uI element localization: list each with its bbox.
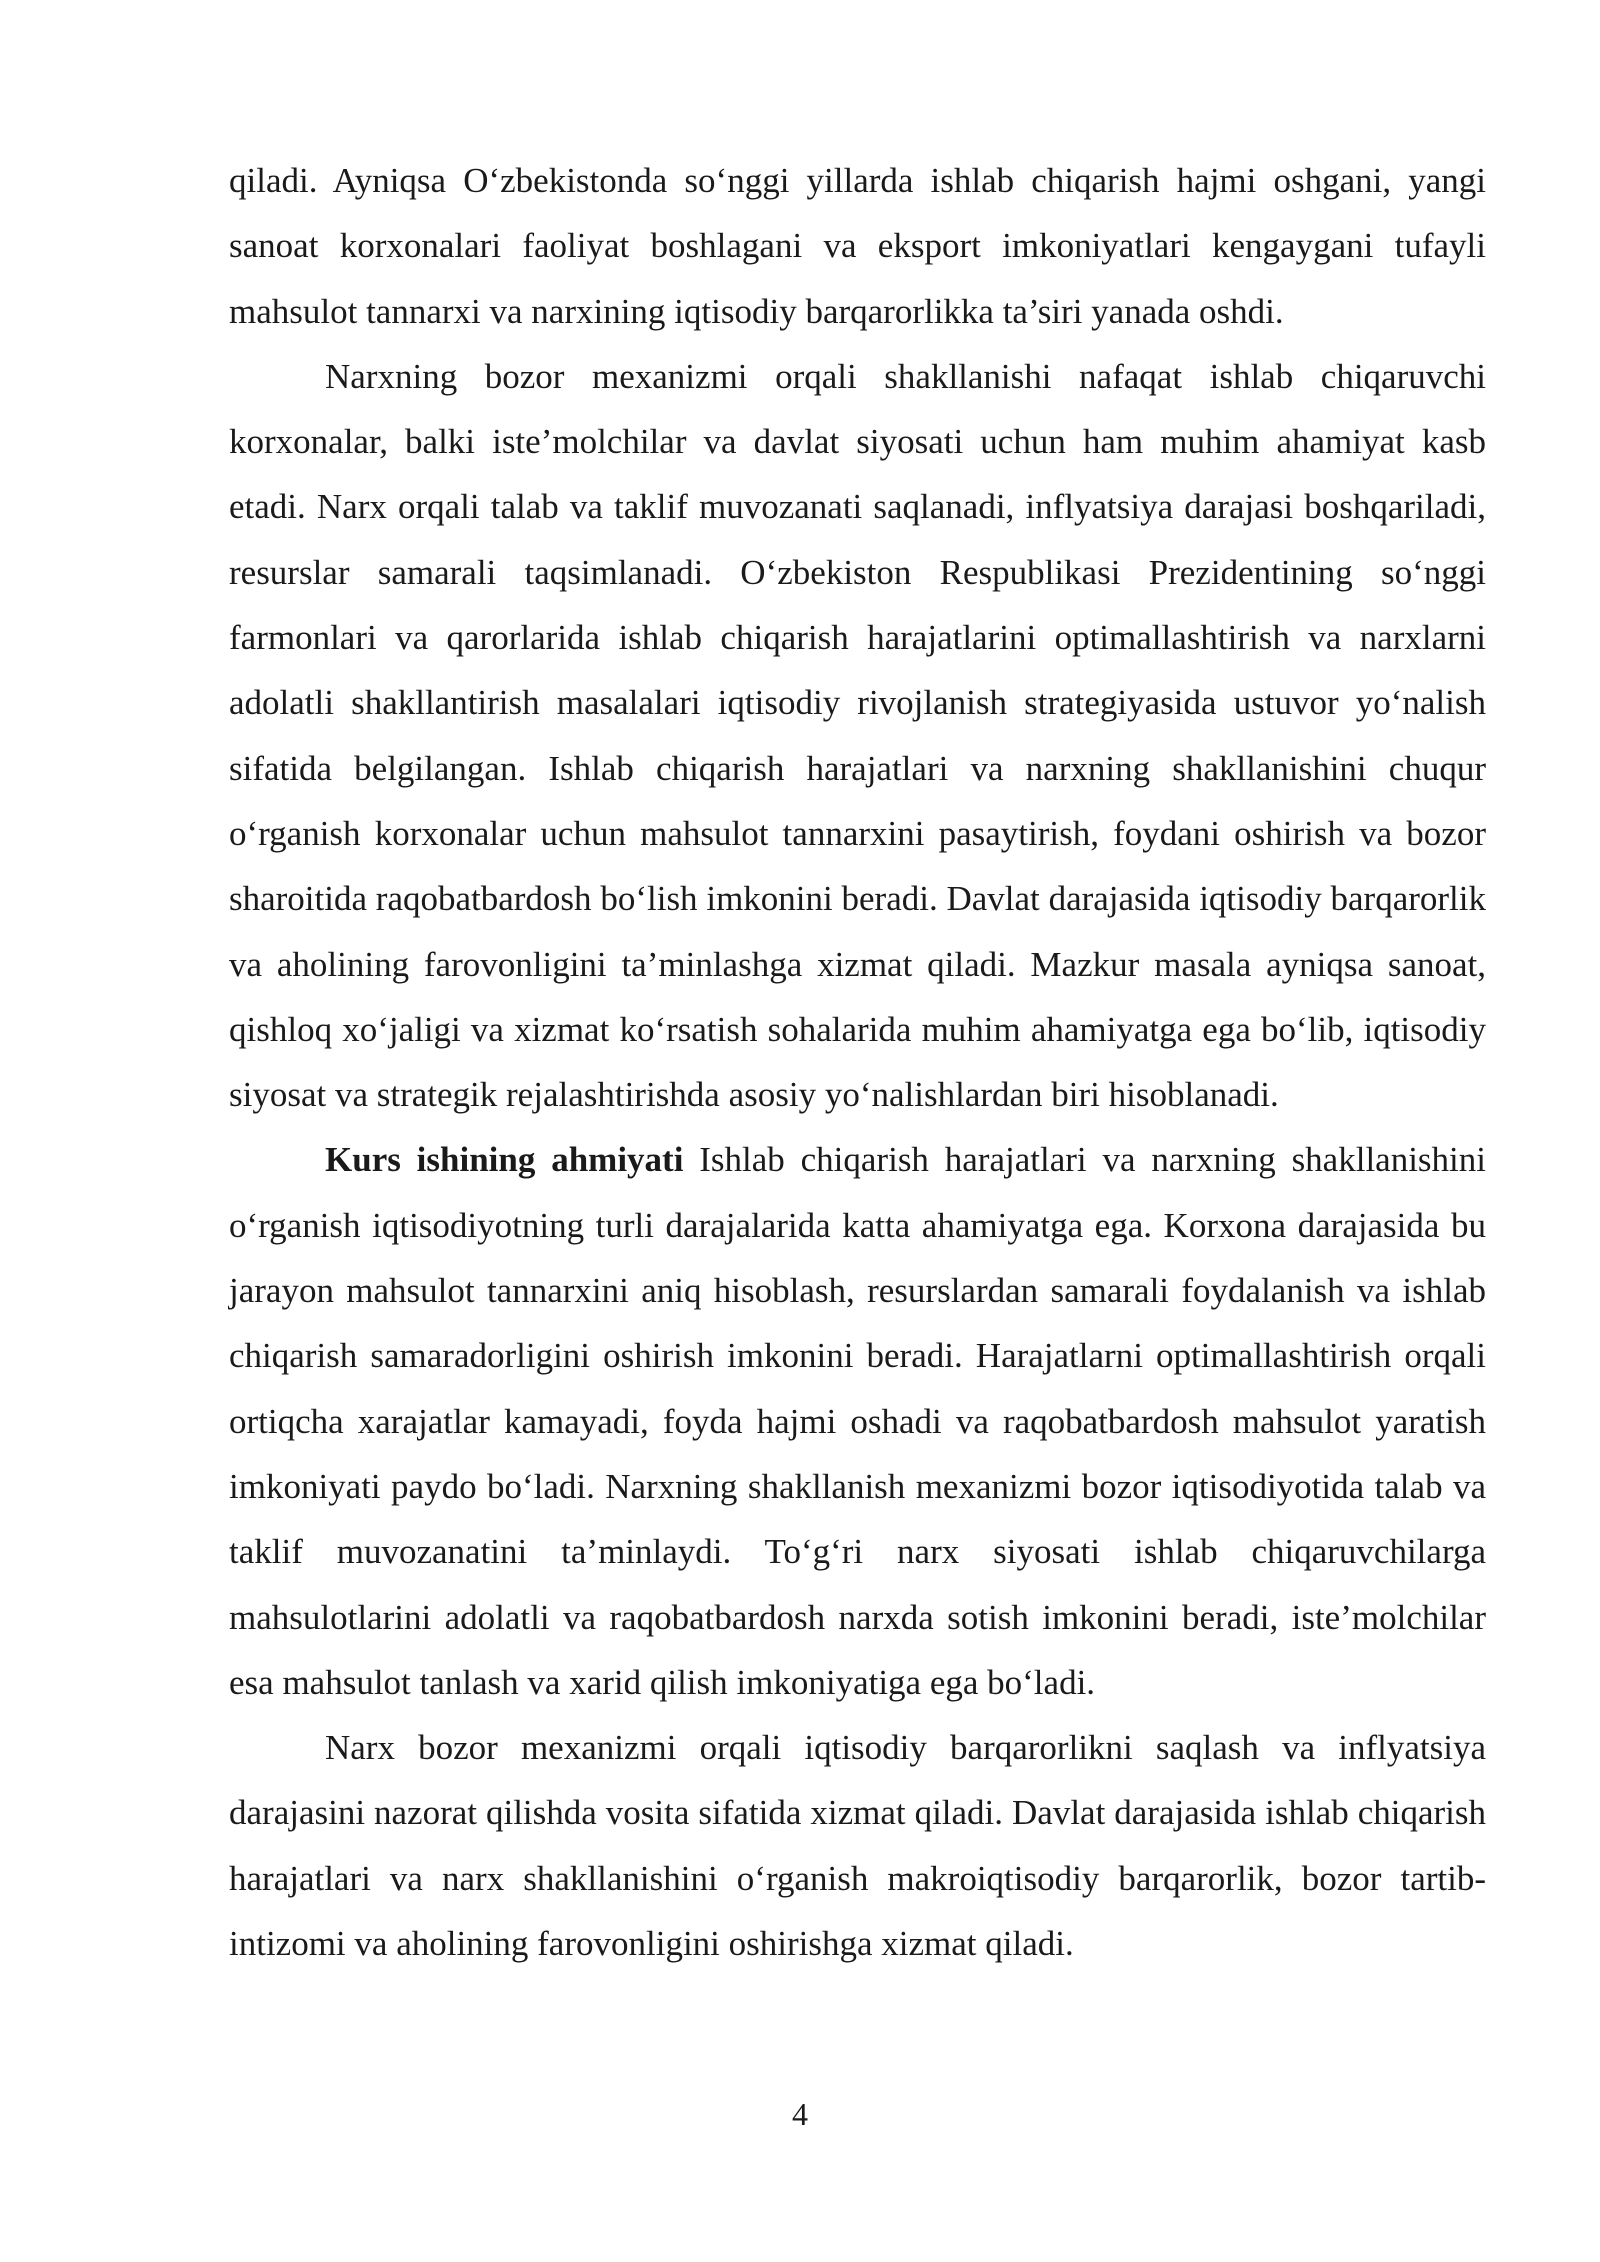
page-number: 4: [792, 2096, 808, 2132]
paragraph-text: qiladi. Ayniqsa O‘zbekistonda so‘nggi yillarda ishlab chiqarish hajmi oshgani, yangi sanoat korxonalari faoliyat boshlagani va eksport imkoniyatlari kengaygani tufayli mahsulot tannarxi va narxining iqtisodiy barqarorlikka ta’siri yanada oshdi.: [229, 161, 1486, 331]
paragraph-course-importance: [229, 1127, 1486, 1715]
paragraph-price-mechanism: [229, 344, 1486, 1128]
paragraph-continuation: [229, 148, 1486, 344]
document-body: [229, 148, 1486, 1976]
paragraph-text: Narxning bozor mexanizmi orqali shakllanishi nafaqat ishlab chiqaruvchi korxonalar, balki iste’molchilar va davlat siyosati uchun ham muhim ahamiyat kasb etadi. Narx orqali talab va taklif muvozanati saqlanadi, inflyatsiya darajasi boshqariladi, resurslar samarali taqsimlanadi. O‘zbekiston Respublikasi Prezidentining so‘nggi farmonlari va qarorlarida ishlab chiqarish harajatlarini optimallashtirish va narxlarni adolatli shakllantirish masalalari iqtisodiy rivojlanish strategiyasida ustuvor yo‘nalish sifatida belgilangan. Ishlab chiqarish harajatlari va narxning shakllanishini chuqur o‘rganish korxonalar uchun mahsulot tannarxini pasaytirish, foydani oshirish va bozor sharoitida raqobatbardosh bo‘lish imkonini beradi. Davlat darajasida iqtisodiy barqarorlik va aholining farovonligini ta’minlashga xizmat qiladi. Mazkur masala ayniqsa sanoat, qishloq xo‘jaligi va xizmat ko‘rsatish sohalarida muhim ahamiyatga ega bo‘lib, iqtisodiy siyosat va strategik rejalashtirishda asosiy yo‘nalishlardan biri hisoblanadi.: [229, 356, 1486, 1115]
bold-lead-heading: Kurs ishining ahmiyati: [325, 1140, 684, 1180]
paragraph-text: Ishlab chiqarish harajatlari va narxning shakllanishini o‘rganish iqtisodiyotning turli darajalarida katta ahamiyatga ega. Korxona darajasida bu jarayon mahsulot tannarxini aniq hisoblash, resurslardan samarali foydalanish va ishlab chiqarish samaradorligini oshirish imkonini beradi. Harajatlarni optimallashtirish orqali ortiqcha xarajatlar kamayadi, foyda hajmi oshadi va raqobatbardosh mahsulot yaratish imkoniyati paydo bo‘ladi. Narxning shakllanish mexanizmi bozor iqtisodiyotida talab va taklif muvozanatini ta’minlaydi. To‘g‘ri narx siyosati ishlab chiqaruvchilarga mahsulotlarini adolatli va raqobatbardosh narxda sotish imkonini beradi, iste’molchilar esa mahsulot tanlash va xarid qilish imkoniyatiga ega bo‘ladi.: [229, 1140, 1486, 1702]
paragraph-market-stability: [229, 1715, 1486, 1976]
paragraph-text: Narx bozor mexanizmi orqali iqtisodiy barqarorlikni saqlash va inflyatsiya darajasini nazorat qilishda vosita sifatida xizmat qiladi. Davlat darajasida ishlab chiqarish harajatlari va narx shakllanishini o‘rganish makroiqtisodiy barqarorlik, bozor tartib-intizomi va aholining farovonligini oshirishga xizmat qiladi.: [229, 1728, 1486, 1964]
